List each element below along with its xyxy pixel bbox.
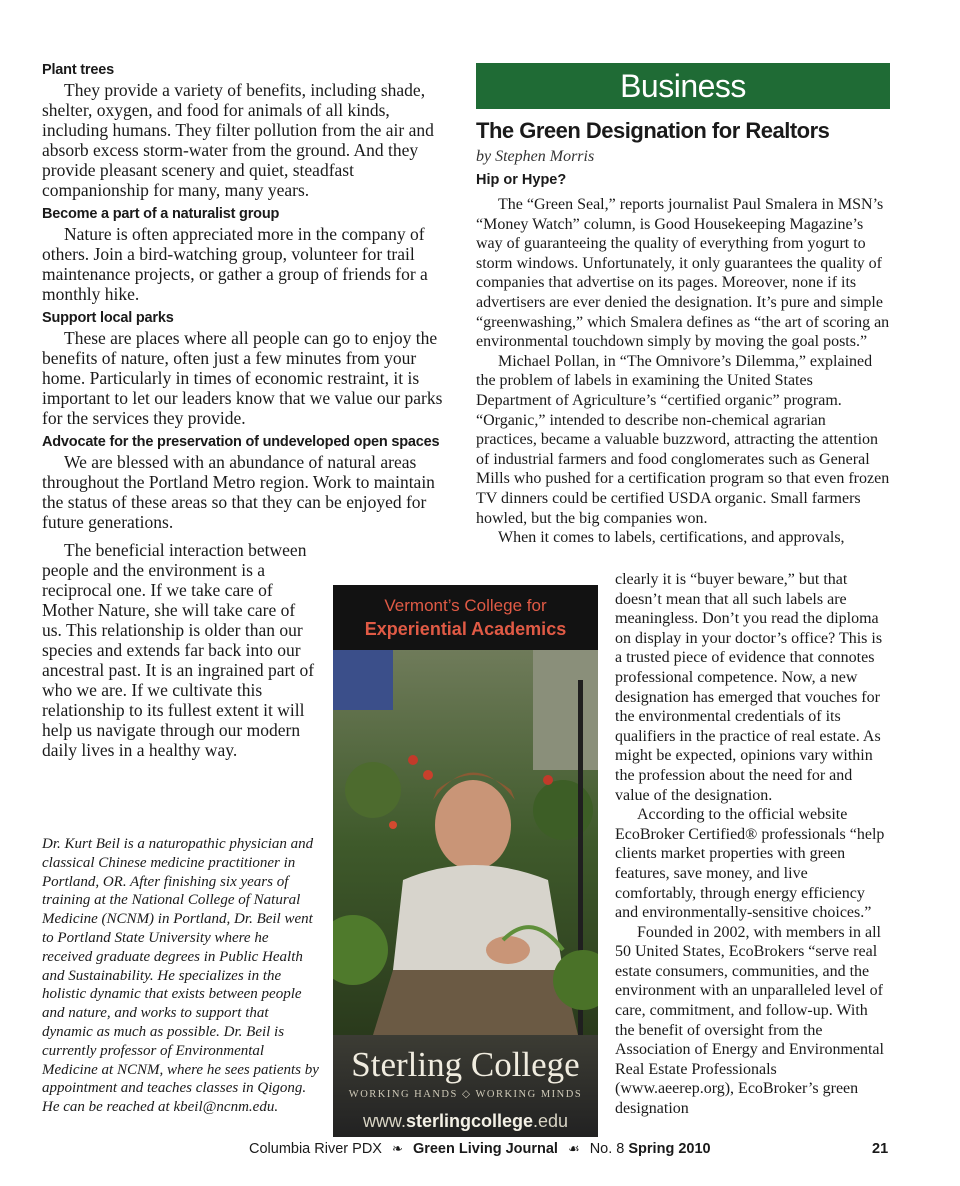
ornament-icon: ☙ (568, 1141, 580, 1156)
ad-photo-student-gardening (333, 650, 598, 1035)
section-text: They provide a variety of benefits, including shade, shelter, oxygen, and food for animals of all kinds, including humans. They filter pollution from the air and absorb excess storm-water from the ground. And they provide pleasant scenery and quiet, steadfast companionship for many, many years. (42, 80, 434, 200)
article-paragraph: Founded in 2002, with members in all 50 United States, EcoBrokers “serve real estate consumers, communities, and the environment with an unparalleled level of care, commitment, and follow-up. With the benefit of oversight from the Association of Energy and Environmental Real Estate Professionals (www.aeerep.org), EcoBroker’s green designation (615, 923, 884, 1118)
footer-publication: Columbia River PDX (249, 1141, 382, 1157)
ad-url-link[interactable]: www.sterlingcollege.edu (362, 1111, 569, 1131)
article-subhead: Hip or Hype? (476, 172, 567, 188)
section-heading: Plant trees (42, 62, 114, 78)
page-number: 21 (872, 1141, 889, 1157)
right-narrow-column (615, 570, 890, 1119)
closing-paragraph: The beneficial interaction between people and the environment is a reciprocal one. If we take care of Mother Nature, she will take care of us. This relationship is older than our species and extends far back into our ancestral past. It is an ingrained part of who we are. If we cultivate this relationship to its fullest extent it will help us navigate through our modern daily lives in a healthy way. (42, 540, 315, 760)
article-paragraph: The “Green Seal,” reports journalist Paul Smalera in MSN’s “Money Watch” column, is Good Housekeeping Magazine’s way of guaranteeing the quality of everything from yogurt to storm windows. Unfortunately, it only guarantees the quality of companies that advertise on its pages. Moreover, none if its advertisers are ever denied the designation. It’s pure and simple “greenwashing,” which Smalera defines as “the art of scoring an environmental touchdown simply by moving the goal posts.” (476, 196, 890, 351)
article-paragraph: According to the official website EcoBroker Certified® professionals “help clients market properties with green features, save money, and live comfortably, through energy efficiency and environmentally-sensitive choices.” (615, 806, 885, 922)
section-heading: Become a part of a naturalist group (42, 206, 280, 222)
article-paragraph: clearly it is “buyer beware,” but that doesn’t mean that all such labels are meaningless. Don’t you read the diploma on display in your doctor’s office? This is a trusted piece of evidence that connotes professional competence. Now, a new designation has emerged that vouches for the environmental credentials of its qualifiers in the practice of real estate. As might be expected, opinions vary within the profession about the need for and value of the designation. (615, 571, 883, 804)
ad-subheadline: Experiential Academics (364, 619, 567, 639)
ornament-icon: ❧ (392, 1141, 403, 1156)
section-heading: Support local parks (42, 310, 174, 326)
article-paragraph: Michael Pollan, in “The Omnivore’s Dilemma,” explained the problem of labels in examining the United States Department of Agriculture’s “certified organic” program. “Organic,” intended to describe non-chemical agrarian practices, became a valuable buzzword, attracting the attention of industrial farmers and food conglomerates such as General Mills who pushed for a certification program so that even frozen TV dinners could be certified USDA organic. Small farmers howled, but the big companies won. (476, 352, 890, 527)
ad-footer (333, 1035, 598, 1137)
sterling-college-ad[interactable] (333, 585, 598, 1137)
author-bio: Dr. Kurt Beil is a naturopathic physician and classical Chinese medicine practitioner in Portland, OR. After finishing six years of training at the National College of Natural Medicine (NCNM) in Portland, Dr. Beil went to Portland State University where he received graduate degrees in Public Health and Sustainability. He specializes in the holistic dynamic that exists between people and nature, and works to support that dynamic as much as possible. Dr. Beil is currently professor of Environmental Medicine at NCNM, where he sees patients by appointment and teaches classes in Qigong. He can be reached at kbeil@ncnm.edu. (42, 836, 319, 1116)
ad-college-name: Sterling College (351, 1045, 580, 1084)
right-column (476, 63, 890, 548)
section-text: These are places where all people can go to enjoy the benefits of nature, often just a few minutes from your home. Particularly in times of economic restraint, it is important to let our leaders know that we value our parks for the services they provide. (42, 328, 443, 428)
footer-issue: No. 8 (589, 1141, 625, 1157)
section-heading: Advocate for the preservation of undeveloped open spaces (42, 434, 440, 450)
ad-header (333, 585, 598, 650)
article-title: The Green Designation for Realtors (476, 118, 830, 143)
section-banner: Business (476, 63, 890, 109)
byline: by Stephen Morris (476, 148, 595, 165)
article-paragraph: When it comes to labels, certifications, and approvals, (498, 529, 845, 547)
footer-publication-info (249, 1141, 711, 1157)
page-footer (0, 1139, 960, 1161)
section-text: Nature is often appreciated more in the company of others. Join a bird-watching group, volunteer for trail maintenance projects, or gather a group of friends for a monthly hike. (42, 224, 428, 304)
ad-headline: Vermont’s College for (384, 596, 547, 615)
footer-season: Spring 2010 (628, 1141, 711, 1157)
section-text: We are blessed with an abundance of natural areas throughout the Portland Metro region. Work to maintain the status of these areas so that they can be enjoyed for future generations. (42, 452, 435, 532)
footer-journal: Green Living Journal (412, 1141, 558, 1157)
ad-tagline: WORKING HANDS ◇ WORKING MINDS (348, 1089, 583, 1100)
